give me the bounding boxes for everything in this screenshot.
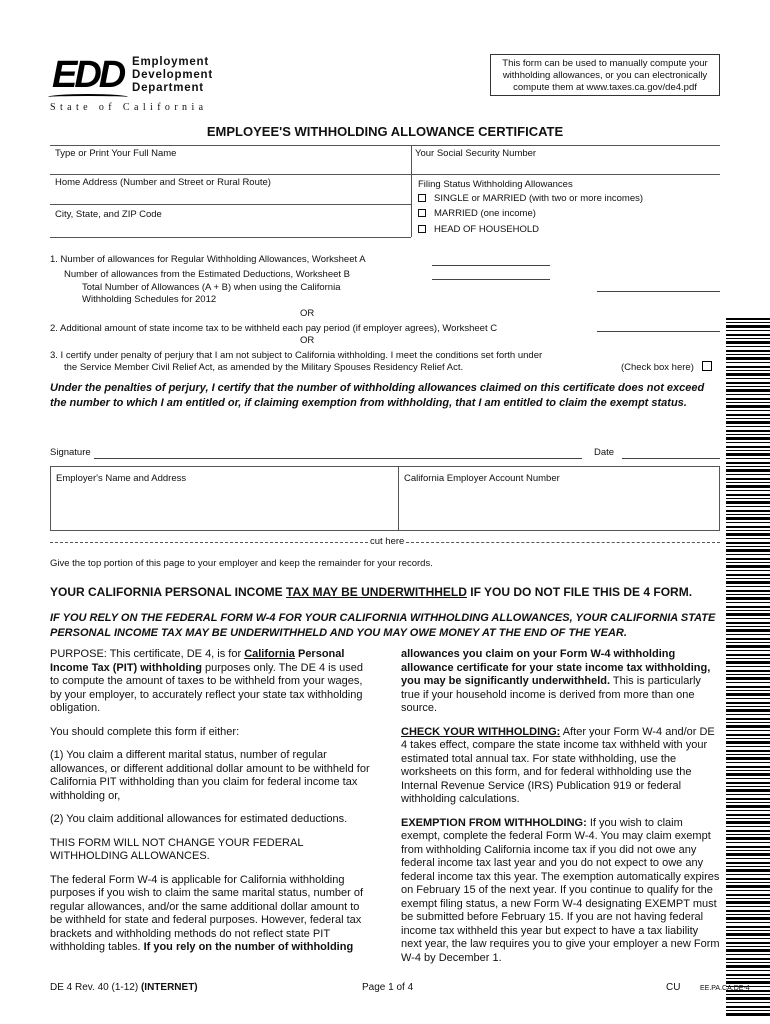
signature-line[interactable]: [94, 458, 582, 459]
cu-code: CU: [666, 982, 681, 993]
will-not-change-notice: THIS FORM WILL NOT CHANGE YOUR FEDERAL WITHHOLDING ALLOWANCES.: [50, 836, 304, 862]
text-run: (INTERNET): [140, 982, 198, 993]
text-run: purposes only. The DE 4 is used to compute the amount of taxes to be withheld from your wages, by your employer, to accurately reflect your state tax withholding obligation.: [50, 661, 363, 714]
logo-dept-line2: Development: [132, 69, 214, 81]
line-1-text: 1. Number of allowances for Regular Withholding Allowances, Worksheet A: [50, 254, 366, 265]
barcode: [726, 318, 770, 1018]
text-run: If you wish to claim exempt, complete the federal Form W-4. You may claim exempt from withholding California income tax if you did not owe any federal income tax last year and you do not expect to owe any federal income tax this year. The exemption automatically expires on February 15 of the next year. If you continue to qualify for the exempt filing status, a new Form W-4 designating EXEMPT must be submitted before February 15. If you are not having federal income tax withheld this year but expect to have a tax liability next year, the law requires you to give your employer a new Form W-4 by December 1.: [401, 816, 720, 964]
signature-label: Signature: [50, 447, 91, 458]
instructions-left-column: [50, 648, 372, 965]
text-run: Personal Income Tax (PIT) withholding: [50, 648, 345, 674]
cut-line-left: [50, 542, 368, 543]
exemption-paragraph: [401, 817, 721, 966]
city-state-zip-field[interactable]: City, State, and ZIP Code: [55, 209, 162, 220]
checkbox-icon[interactable]: [418, 225, 426, 233]
edd-logo: [48, 52, 218, 116]
line-1d-text: Withholding Schedules for 2012: [82, 294, 217, 305]
line-1a-blank[interactable]: [432, 265, 550, 266]
form-id: [50, 982, 198, 994]
exempt-checkbox[interactable]: [702, 361, 712, 371]
or-separator: OR: [300, 308, 315, 319]
filing-option-label: SINGLE or MARRIED (with two or more incomes): [434, 193, 644, 204]
text-run: After your Form W-4 and/or DE 4 takes effect, compare the state income tax withheld with your estimated total annual tax. For state withholding, use the worksheets on this form, and for federal withholding use the Internal Revenue Service (IRS) Publication 919 or federal withholding calculations.: [401, 725, 715, 805]
line-1b-blank[interactable]: [432, 279, 550, 280]
form-title: EMPLOYEE'S WITHHOLDING ALLOWANCE CERTIFICATE: [206, 124, 564, 139]
line-1c-text: Total Number of Allowances (A + B) when using the California: [82, 282, 341, 293]
line-2-text: 2. Additional amount of state income tax to be withheld each pay period (if employer agrees), Worksheet C: [50, 323, 498, 334]
heading-part: IF YOU DO NOT FILE THIS DE 4 FORM.: [466, 585, 693, 599]
condition-item-2: (2) You claim additional allowances for estimated deductions.: [50, 813, 348, 825]
instructions-right-column: [401, 648, 721, 975]
electronic-notice-text: This form can be used to manually compute your withholding allowances, or you can electronically compute them at www.taxes.ca.gov/de4.pdf: [502, 58, 708, 93]
line-3-text: 3. I certify under penalty of perjury that I am not subject to California withholding. I meet the conditions set forth under: [50, 350, 543, 361]
underwithheld-heading: [50, 585, 692, 599]
text-run: EXEMPTION FROM WITHHOLDING:: [401, 816, 587, 829]
condition-item-1: (1) You claim a different marital status, number of regular allowances, or different additional dollar amount to be withheld for California PIT withholding than you claim for federal income tax withholding or,: [50, 749, 370, 802]
employer-name-field[interactable]: Employer's Name and Address: [56, 473, 187, 484]
line-1-total-blank[interactable]: [597, 291, 720, 292]
underwithheld-paragraph: [401, 648, 721, 716]
logo-edd-text: EDD: [52, 54, 124, 96]
date-line[interactable]: [622, 458, 720, 459]
page-number: Page 1 of 4: [362, 982, 414, 993]
should-complete-text: You should complete this form if either:: [50, 725, 240, 738]
text-run: California: [244, 648, 295, 660]
text-run: This is particularly true if your household income is derived from more than one source.: [401, 675, 701, 714]
filing-status-label: Filing Status Withholding Allowances: [418, 179, 573, 190]
purpose-paragraph: [50, 648, 372, 716]
federal-w4-warning: IF YOU RELY ON THE FEDERAL FORM W-4 FOR YOUR CALIFORNIA WITHHOLDING ALLOWANCES, YOUR CALIFORNIA STATE PERSONAL INCOME TAX MAY BE UNDERWITHHELD AND YOU MAY OWE MONEY AT THE END OF THE YEAR.: [50, 612, 716, 639]
federal-w4-paragraph: [50, 874, 372, 955]
line-2-blank[interactable]: [597, 331, 720, 332]
logo-swoosh: [48, 94, 128, 100]
checkbox-icon[interactable]: [418, 194, 426, 202]
employer-account-field[interactable]: California Employer Account Number: [404, 473, 560, 484]
text-run: PURPOSE: This certificate, DE 4, is for: [50, 648, 245, 660]
logo-dept-line3: Department: [132, 82, 204, 94]
filing-option-married[interactable]: [418, 208, 536, 220]
logo-dept-line1: Employment: [132, 56, 210, 68]
filing-option-single[interactable]: [418, 193, 643, 205]
full-name-field[interactable]: Type or Print Your Full Name: [55, 148, 177, 159]
checkbox-icon[interactable]: [418, 209, 426, 217]
text-run: DE 4 Rev. 40 (1-12): [50, 982, 141, 993]
text-run: CHECK YOUR WITHHOLDING:: [401, 725, 561, 738]
filing-option-label: HEAD OF HOUSEHOLD: [434, 224, 540, 235]
rule: [50, 174, 720, 175]
heading-part: TAX MAY BE UNDERWITHHELD: [286, 585, 467, 599]
home-address-field[interactable]: Home Address (Number and Street or Rural Route): [55, 177, 271, 188]
or-separator: OR: [300, 335, 315, 346]
rule: [398, 466, 399, 531]
rule: [50, 204, 411, 205]
line-3-text-cont: the Service Member Civil Relief Act, as amended by the Military Spouses Residency Relief Act.: [64, 362, 464, 373]
cut-here-label: cut here: [370, 536, 405, 547]
cut-line-right: [406, 542, 720, 543]
filing-option-head-of-household[interactable]: [418, 224, 539, 236]
give-top-note: Give the top portion of this page to your employer and keep the remainder for your records.: [50, 558, 433, 569]
logo-state-line: State of California: [50, 102, 208, 113]
filing-option-label: MARRIED (one income): [434, 208, 536, 219]
text-run: The federal Form W-4 is applicable for California withholding purposes if you wish to claim the same marital status, number of regular allowances, and/or the same additional dollar amount to be withheld for state and federal purposes. However, federal tax brackets and withholding methods do not reflect state PIT withholding tables.: [50, 873, 364, 953]
heading-part: YOUR CALIFORNIA PERSONAL INCOME: [50, 585, 287, 599]
rule: [411, 145, 412, 237]
text-run: If you rely on the number of withholding: [143, 941, 354, 953]
text-run: allowances you claim on your Form W-4 withholding allowance certificate for your state income tax withholding, you may be significantly underwithheld.: [401, 648, 711, 687]
rule: [50, 145, 720, 146]
date-label: Date: [594, 447, 615, 458]
form-code: EE.PA.CA.DE-4: [700, 985, 750, 992]
rule: [50, 237, 411, 238]
penalty-statement: Under the penalties of perjury, I certify that the number of withholding allowances claimed on this certificate does not exceed the number to which I am entitled or, if claiming exemption from withholding, that I am entitled to claim the exempt status.: [50, 382, 705, 409]
electronic-notice-box: [490, 54, 720, 96]
line-1b-text: Number of allowances from the Estimated Deductions, Worksheet B: [64, 269, 351, 280]
check-box-here-label: (Check box here): [621, 362, 694, 373]
ssn-field[interactable]: Your Social Security Number: [415, 148, 537, 159]
check-withholding-paragraph: [401, 726, 721, 807]
